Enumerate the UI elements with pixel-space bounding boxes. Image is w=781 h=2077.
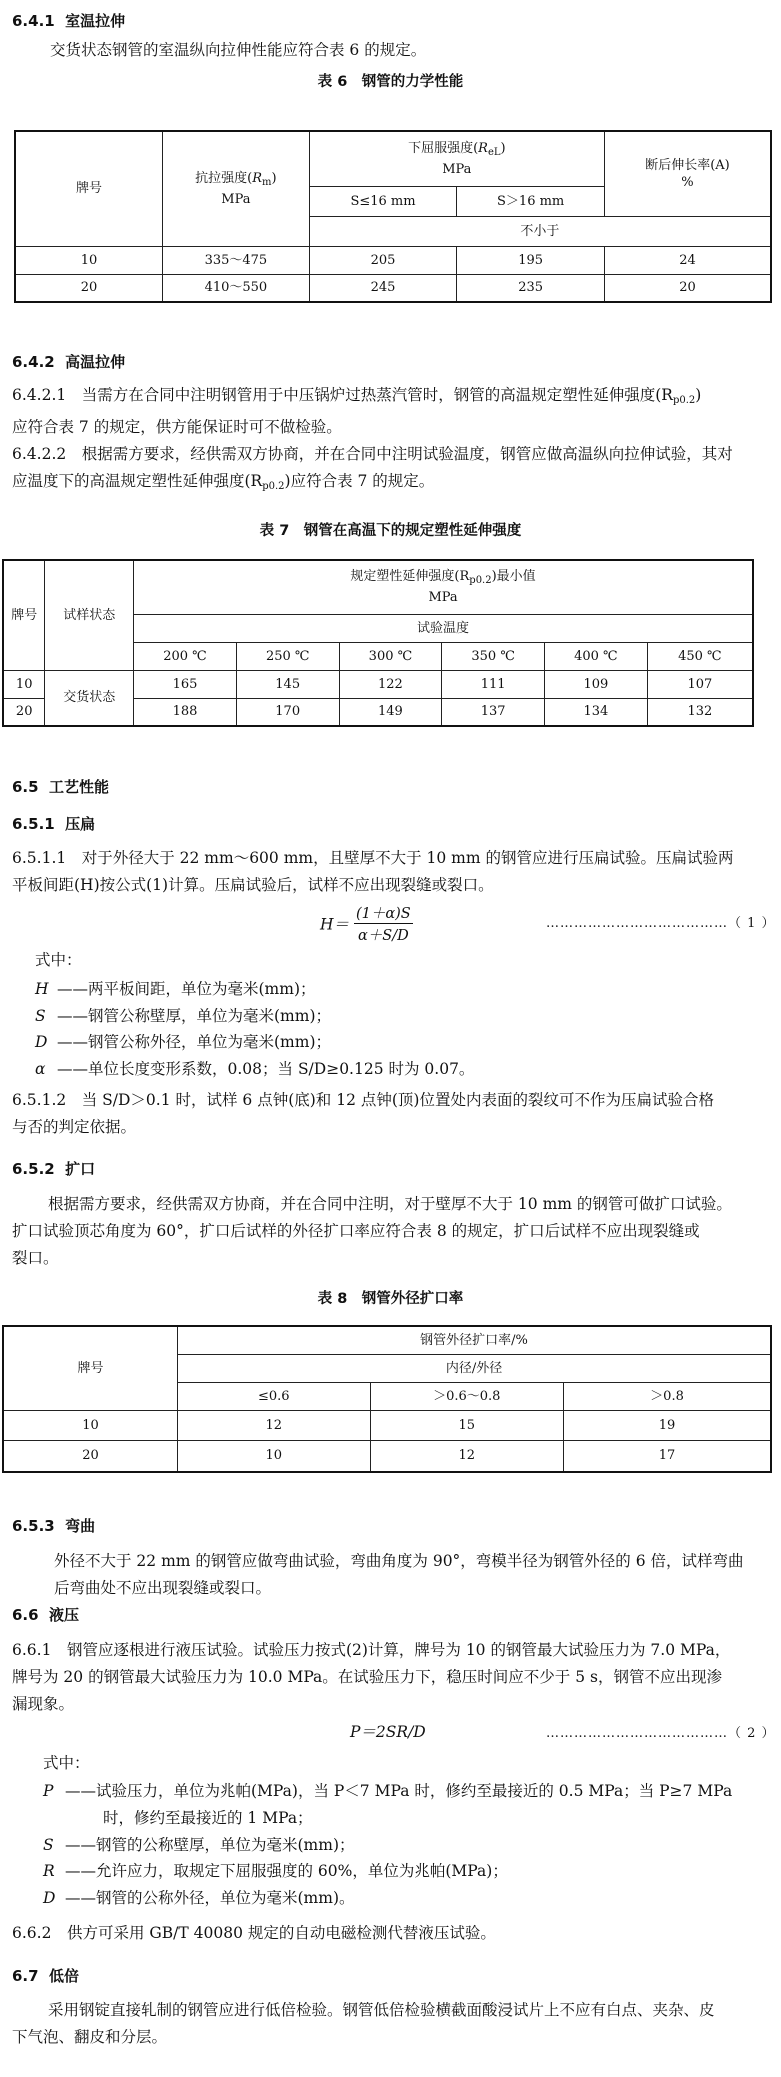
table7-temp-col: 450 ℃	[647, 642, 753, 670]
heading-6-7: 6.7 低倍	[12, 1967, 80, 1985]
table-row: 10 335～475 205 195 24	[15, 246, 771, 274]
paragraph-6-7: 采用钢锭直接轧制的钢管应进行低倍检验。钢管低倍检验横截面酸浸试片上不应有白点、夹杂、皮 下气泡、翻皮和分层。	[12, 2001, 715, 2046]
table7-temp-col: 300 ℃	[339, 642, 442, 670]
where-item: D ——钢管公称外径，单位为毫米(mm)；	[35, 1033, 331, 1051]
table7-state: 交货状态	[45, 670, 134, 726]
table7-temp-col: 350 ℃	[442, 642, 545, 670]
paragraph-6-6-2: 6.6.2 供方可采用 GB/T 40080 规定的自动电磁检测代替液压试验。	[12, 1924, 496, 1942]
section-title: 室温拉伸	[65, 12, 126, 30]
table7-header-grade: 牌号	[3, 560, 45, 670]
paragraph-6-4-1: 交货状态钢管的室温纵向拉伸性能应符合表 6 的规定。	[50, 41, 427, 59]
table8-header-main: 钢管外径扩口率/%	[178, 1326, 771, 1354]
where-list-2	[43, 1778, 732, 1912]
where-item: H ——两平板间距，单位为毫米(mm)；	[35, 980, 316, 998]
table-row: 10 12 15 19	[3, 1410, 771, 1440]
where-item: R ——允许应力，取规定下屈服强度的 60%，单位为兆帕(MPa)；	[43, 1862, 508, 1881]
heading-6-4-2: 6.4.2 高温拉伸	[12, 353, 126, 371]
where-item: S ——钢管公称壁厚，单位为毫米(mm)；	[35, 1006, 331, 1025]
paragraph-6-4-2-2: 6.4.2.2 根据需方要求，经供需双方协商，并在合同中注明试验温度，钢管应做高温纵向拉伸试验，其对 应温度下的高温规定塑性延伸强度$(R_{p0.2})$应符合表 7 的规定。	[12, 445, 733, 492]
table6	[14, 130, 772, 303]
table-row: 20 10 12 17	[3, 1440, 771, 1472]
table6-header-s2: S＞16 mm	[457, 186, 605, 216]
where-item: D ——钢管的公称外径，单位为毫米(mm)。	[43, 1889, 355, 1908]
table8-caption: 表 8 钢管外径扩口率	[317, 1291, 464, 1307]
heading-6-6: 6.6 液压	[12, 1606, 80, 1624]
table7-header-state: 试样状态	[45, 560, 134, 670]
formula-1: H＝ $\frac{(1+\alpha)S}{\alpha+S/D}$	[320, 902, 413, 945]
table6-header-grade: 牌号	[15, 131, 163, 246]
table6-header-elongation: 断后伸长率(A) %	[604, 131, 771, 216]
table6-header-s1: S≤16 mm	[309, 186, 457, 216]
where-label-1: 式中：	[35, 951, 82, 969]
table8-header-grade: 牌号	[3, 1326, 178, 1410]
table6-header-notless: 不小于	[309, 216, 771, 246]
heading-6-5-3: 6.5.3 弯曲	[12, 1517, 96, 1535]
table7	[2, 559, 754, 727]
paragraph-6-5-3: 外径不大于 22 mm 的钢管应做弯曲试验，弯曲角度为 90°，弯模半径为钢管外径的 6 倍，试样弯曲 后弯曲处不应出现裂缝或裂口。	[54, 1552, 744, 1597]
where-item: S ——钢管的公称壁厚，单位为毫米(mm)；	[43, 1835, 355, 1854]
table6-caption: 表 6 钢管的力学性能	[317, 74, 464, 90]
paragraph-6-5-2: 根据需方要求，经供需双方协商，并在合同中注明，对于壁厚不大于 10 mm 的钢管可做扩口试验。 扩口试验顶芯角度为 60°，扩口后试样的外径扩口率应符合表 8 的规定，扩口后试样不应出现裂缝或 裂口。	[12, 1195, 732, 1267]
table8-col: ＞0.8	[564, 1382, 771, 1410]
paragraph-6-6-1: 6.6.1 钢管应逐根进行液压试验。试验压力按式(2)计算，牌号为 10 的钢管最大试验压力为 7.0 MPa， 牌号为 20 的钢管最大试验压力为 10.0 MPa。在试验压力下，稳压时间应不少于 5 s，钢管不应出现渗 漏现象。	[12, 1641, 731, 1713]
table7-temp-col: 400 ℃	[545, 642, 648, 670]
paragraph-6-5-1-1: 6.5.1.1 对于外径大于 22 mm～600 mm，且壁厚不大于 10 mm 的钢管应进行压扁试验。压扁试验两 平板间距(H)按公式(1)计算。压扁试验后，试样不应出现裂缝或裂口。	[12, 849, 734, 894]
formula-1-number: …………………………………（ 1 ）	[546, 916, 776, 931]
table7-header-temp: 试验温度	[134, 614, 753, 642]
table8-header-ratio: 内径/外径	[178, 1354, 771, 1382]
table8-col: ＞0.6～0.8	[370, 1382, 563, 1410]
heading-6-5: 6.5 工艺性能	[12, 778, 110, 796]
table7-temp-col: 200 ℃	[134, 642, 237, 670]
table-row: 20 188 170 149 137 134 132	[3, 698, 753, 726]
table8	[2, 1325, 772, 1473]
heading-6-4-1	[12, 10, 125, 31]
formula-2: P＝2SR/D	[350, 1723, 426, 1741]
table-row: 10 交货状态 165 145 122 111 109 107	[3, 670, 753, 698]
paragraph-6-5-1-2: 6.5.1.2 当 S/D＞0.1 时，试样 6 点钟(底)和 12 点钟(顶)位置处内表面的裂纹可不作为压扁试验合格 与否的判定依据。	[12, 1091, 714, 1136]
where-item: α ——单位长度变形系数，0.08；当 S/D≥0.125 时为 0.07。	[35, 1059, 475, 1078]
table7-header-main: 规定塑性延伸强度$(R_{p0.2})$最小值 MPa	[134, 560, 753, 614]
where-item: 时，修约至最接近的 1 MPa；	[103, 1808, 313, 1827]
table6-header-rel: 下屈服强度$(R_{eL})$ MPa	[309, 131, 604, 186]
heading-6-5-2: 6.5.2 扩口	[12, 1160, 96, 1178]
where-list-1	[35, 976, 474, 1082]
section-number: 6.4.1	[12, 12, 55, 30]
table-row: 20 410～550 245 235 20	[15, 274, 771, 302]
where-label-2: 式中：	[43, 1754, 90, 1772]
heading-6-5-1: 6.5.1 压扁	[12, 815, 96, 833]
where-item: P ——试验压力，单位为兆帕(MPa)，当 P＜7 MPa 时，修约至最接近的 0.5 MPa；当 P≥7 MPa	[43, 1782, 733, 1800]
table7-temp-col: 250 ℃	[236, 642, 339, 670]
paragraph-6-4-2-1: 6.4.2.1 当需方在合同中注明钢管用于中压锅炉过热蒸汽管时，钢管的高温规定塑性延伸强度$(R_{p0.2})$ 应符合表 7 的规定，供方能保证时可不做检验。	[12, 386, 702, 436]
table7-caption: 表 7 钢管在高温下的规定塑性延伸强度	[259, 523, 522, 539]
formula-2-number: …………………………………（ 2 ）	[546, 1726, 776, 1741]
table6-header-rm: 抗拉强度$(R_m)$ MPa	[163, 131, 310, 246]
table8-col: ≤0.6	[178, 1382, 371, 1410]
